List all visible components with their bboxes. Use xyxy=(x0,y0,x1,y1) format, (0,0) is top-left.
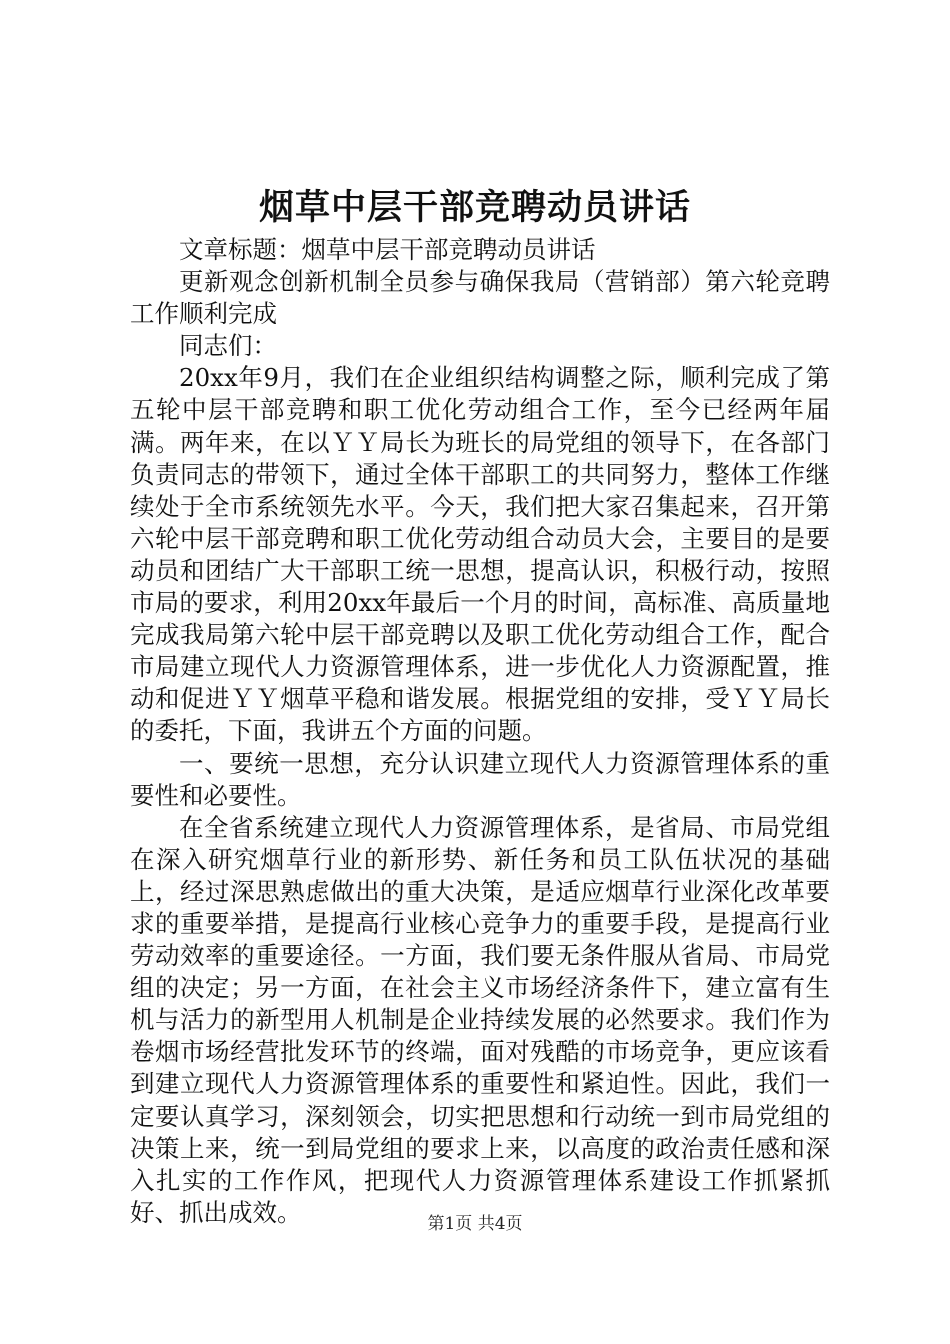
salutation: 同志们： xyxy=(179,331,277,361)
intro-paragraph: 20xx年9月，我们在企业组织结构调整之际，顺利完成了第五轮中层干部竞聘和职工优化劳动组合工作，至今已经两年届满。两年来，在以ＹＹ局长为班长的局党组的领导下，在各部门负责同志的带领下，通过全体干部职工的共同努力，整体工作继续处于全市系统领先水平。今天，我们把大家召集起来，召开第六轮中层干部竞聘和职工优化劳动组合动员大会，主要目的是要动员和团结广大干部职工统一思想，提高认识，积极行动，按照市局的要求，利用20xx年最后一个月的时间，高标准、高质量地完成我局第六轮中层干部竞聘以及职工优化劳动组合工作，配合市局建立现代人力资源管理体系，进一步优化人力资源配置，推动和促进ＹＹ烟草平稳和谐发展。根据党组的安排，受ＹＹ局长的委托，下面，我讲五个方面的问题。 xyxy=(130,363,830,746)
article-title-line: 文章标题：烟草中层干部竞聘动员讲话 xyxy=(179,235,596,264)
document-body xyxy=(130,234,830,1229)
section-1-paragraph: 在全省系统建立现代人力资源管理体系，是省局、市局党组在深入研究烟草行业的新形势、新任务和员工队伍状况的基础上，经过深思熟虑做出的重大决策，是适应烟草行业深化改革要求的重要举措，是提高行业核心竞争力的重要手段，是提高行业劳动效率的重要途径。一方面，我们要无条件服从省局、市局党组的决定；另一方面，在社会主义市场经济条件下，建立富有生机与活力的新型用人机制是企业持续发展的必然要求。我们作为卷烟市场经营批发环节的终端，面对残酷的市场竞争，更应该看到建立现代人力资源管理体系的重要性和紧迫性。因此，我们一定要认真学习，深刻领会，切实把思想和行动统一到市局党组的决策上来，统一到局党组的要求上来，以高度的政治责任感和深入扎实的工作作风，把现代人力资源管理体系建设工作抓紧抓好、抓出成效。 xyxy=(130,812,830,1227)
section-heading-1: 一、要统一思想，充分认识建立现代人力资源管理体系的重要性和必要性。 xyxy=(130,748,830,810)
page-footer: 第1页 共4页 xyxy=(427,1214,523,1234)
subtitle-paragraph: 更新观念创新机制全员参与确保我局（营销部）第六轮竞聘工作顺利完成 xyxy=(130,267,830,329)
document-title: 烟草中层干部竞聘动员讲话 xyxy=(258,187,691,228)
